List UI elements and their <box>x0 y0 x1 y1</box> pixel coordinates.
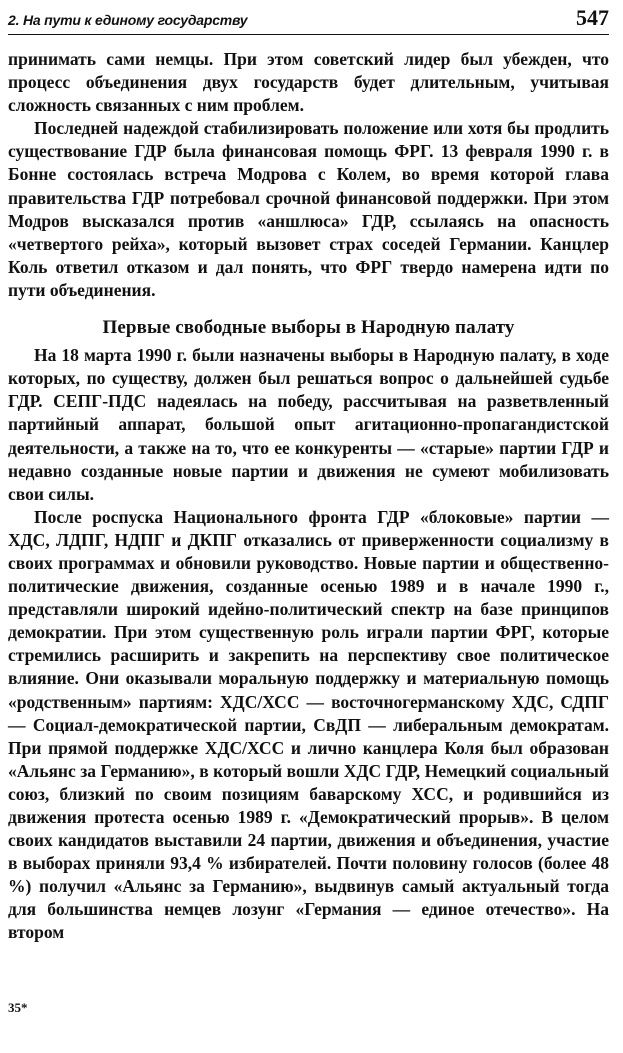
page-header <box>8 4 609 35</box>
printer-signature: 35* <box>8 1000 28 1015</box>
paragraph: После роспуска Национального фронта ГДР «блоковые» партии — ХДС, ЛДПГ, НДПГ и ДКПГ отказались от приверженности социализму в своих программах и обновили руководство. Новые партии и общественно-политические движения, созданные осенью 1989 и в начале 1990 г., представляли широкий идейно-политический спектр на базе принципов демократии. При этом существенную роль играли партии ФРГ, которые стремились расширить и закрепить на перспективу свое политическое влияние. Они оказывали моральную поддержку и материальную помощь «родственным» партиям: ХДС/ХСС — восточногерманскому ХДС, СДПГ — Социал-демократической партии, СвДП — либеральным демократам. При прямой поддержке ХДС/ХСС и лично канцлера Коля был образован «Альянс за Германию», в который вошли ХДС ГДР, Немецкий социальный союз, близкий по своим позициям баварскому ХСС, и родившийся из движения протеста осенью 1989 г. «Демократический прорыв». В целом своих кандидатов выставили 24 партии, движения и объединения, участие в выборах приняли 93,4 % избирателей. Почти половину голосов (более 48 %) получил «Альянс за Германию», выдвинув самый актуальный тогда для большинства немцев лозунг «Германия — единое отечество». На втором <box>8 506 609 943</box>
section-heading: Первые свободные выборы в Народную палату <box>102 317 515 339</box>
body-text <box>8 48 609 945</box>
running-title: 2. На пути к единому государству <box>8 12 248 28</box>
paragraph: принимать сами немцы. При этом советский лидер был убежден, что процесс объединения двух государств будет длительным, учитывая сложность связанных с ним проблем. <box>8 49 609 116</box>
page-number: 547 <box>576 5 609 30</box>
paragraph: На 18 марта 1990 г. были назначены выборы в Народную палату, в ходе которых, по существу, должен был решаться вопрос о дальнейшей судьбе ГДР. СЕПГ-ПДС надеялась на победу, рассчитывая на разветвленный партийный аппарат, большой опыт агитационно-пропагандистской деятельности, а также на то, что ее конкуренты — «старые» партии ГДР и недавно созданные новые партии и движения не сумеют мобилизовать свои силы. <box>8 345 609 504</box>
paragraph: Последней надеждой стабилизировать положение или хотя бы продлить существование ГДР была финансовая помощь ФРГ. 13 февраля 1990 г. в Бонне состоялась встреча Модрова с Колем, во время которой глава правительства ГДР потребовал срочной финансовой поддержки. При этом Модров высказался против «аншлюса» ГДР, ссылаясь на опасность «четвертого рейха», который вызовет страх соседей Германии. Канцлер Коль ответил отказом и дал понять, что ФРГ твердо намерена идти по пути объединения. <box>8 118 609 300</box>
